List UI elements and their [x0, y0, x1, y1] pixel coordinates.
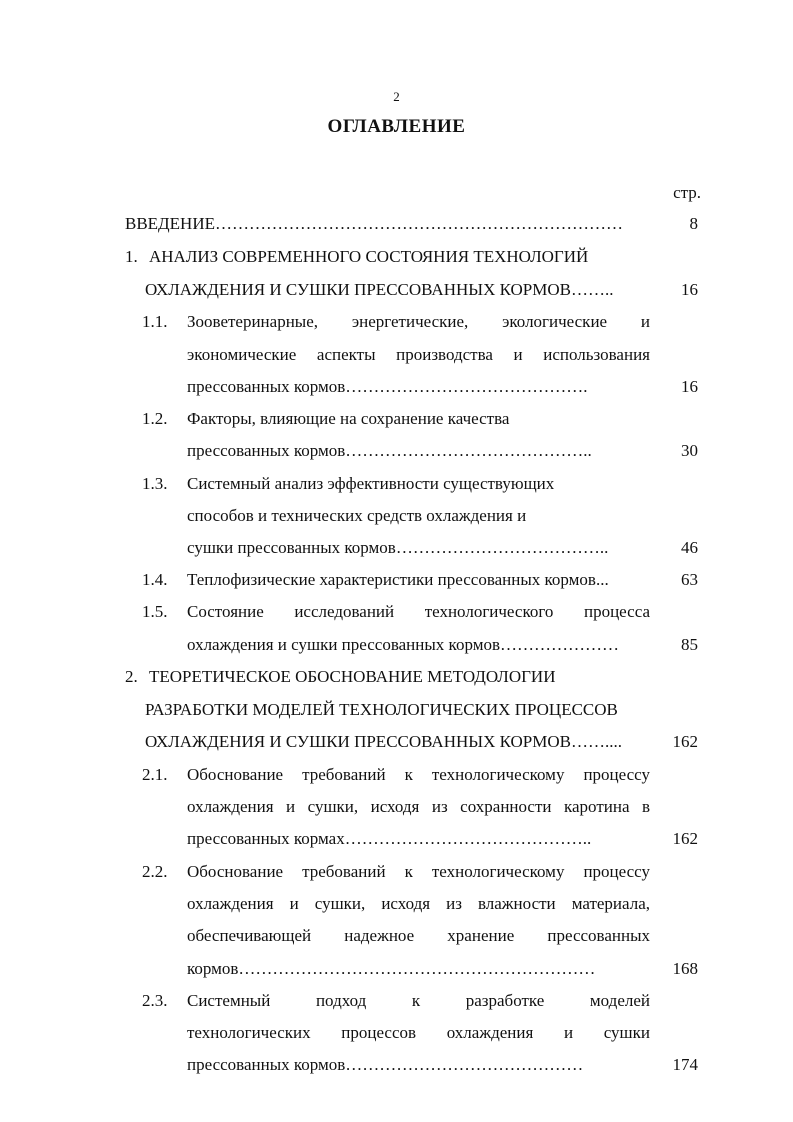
toc-number-2-1: 2.1.	[142, 765, 168, 784]
toc-entry-1-3-line2: способов и технических средств охлаждения и	[187, 506, 527, 525]
toc-entry-1-3-line3: сушки прессованных кормов………………………………..	[187, 538, 609, 557]
toc-number-2-3: 2.3.	[142, 991, 168, 1010]
toc-page-2-1: 162	[672, 829, 698, 848]
toc-entry-1-4-line1: Теплофизические характеристики прессованных кормов...	[187, 570, 609, 589]
page-column-label: стр.	[673, 183, 701, 202]
toc-entry-2-3-line3: прессованных кормов……………………………………	[187, 1055, 584, 1074]
toc-entry-1-1-line3: прессованных кормов…………………………………….	[187, 377, 588, 396]
page-number: 2	[393, 89, 400, 104]
toc-number-1-2: 1.2.	[142, 409, 168, 428]
toc-entry-1-5-line1: Состояние исследований технологического процесса	[187, 602, 650, 621]
toc-number-2-2: 2.2.	[142, 862, 168, 881]
toc-entry-2-1-line2: охлаждения и сушки, исходя из сохранности каротина в	[187, 797, 650, 816]
toc-entry-1-1-line2: экономические аспекты производства и использования	[187, 345, 650, 364]
toc-entry-2-3-line2: технологических процессов охлаждения и сушки	[187, 1023, 650, 1042]
toc-entry-1-2-line2: прессованных кормов……………………………………..	[187, 441, 592, 460]
toc-entry-2-2-line3: обеспечивающей надежное хранение прессованных	[187, 926, 650, 945]
toc-page-1-4: 63	[681, 570, 698, 589]
toc-number-1-3: 1.3.	[142, 474, 168, 493]
toc-page-1: 16	[681, 280, 698, 299]
toc-page-2-2: 168	[672, 959, 698, 978]
toc-entry-1-line2: ОХЛАЖДЕНИЯ И СУШКИ ПРЕССОВАННЫХ КОРМОВ……..	[145, 280, 614, 299]
toc-entry-2-1-line1: Обоснование требований к технологическому процессу	[187, 765, 650, 784]
toc-entry-2-2-line4: кормов………………………………………………………	[187, 959, 596, 978]
toc-entry-1-2-line1: Факторы, влияющие на сохранение качества	[187, 409, 510, 428]
toc-page-2-3: 174	[672, 1055, 698, 1074]
toc-number-1-4: 1.4.	[142, 570, 168, 589]
toc-entry-2-2-line1: Обоснование требований к технологическому процессу	[187, 862, 650, 881]
toc-entry-1-3-line1: Системный анализ эффективности существующих	[187, 474, 555, 493]
toc-number-2: 2.	[125, 667, 138, 686]
toc-page-1-2: 30	[681, 441, 698, 460]
toc-page-1-5: 85	[681, 635, 698, 654]
toc-entry-2-line2: РАЗРАБОТКИ МОДЕЛЕЙ ТЕХНОЛОГИЧЕСКИХ ПРОЦЕССОВ	[145, 700, 618, 719]
toc-entry-2-2-line2: охлаждения и сушки, исходя из влажности материала,	[187, 894, 650, 913]
toc-entry-2-line1: ТЕОРЕТИЧЕСКОЕ ОБОСНОВАНИЕ МЕТОДОЛОГИИ	[149, 667, 556, 686]
toc-entry-2-3-line1: Системный подход к разработке моделей	[187, 991, 650, 1010]
toc-entry-2-1-line3: прессованных кормах……………………………………..	[187, 829, 592, 848]
toc-page-2: 162	[672, 732, 698, 751]
toc-entry-2-line3: ОХЛАЖДЕНИЯ И СУШКИ ПРЕССОВАННЫХ КОРМОВ……....	[145, 732, 622, 751]
toc-number-1-5: 1.5.	[142, 602, 168, 621]
page-title: ОГЛАВЛЕНИЕ	[327, 116, 466, 137]
toc-page-intro: 8	[689, 214, 698, 233]
toc-entry-1-5-line2: охлаждения и сушки прессованных кормов…………………	[187, 635, 619, 654]
toc-page-1-3: 46	[681, 538, 698, 557]
toc-entry-intro: ВВЕДЕНИЕ………………………………………………………………	[125, 214, 623, 233]
toc-entry-1-1-line1: Зооветеринарные, энергетические, экологические и	[187, 312, 650, 331]
toc-number-1: 1.	[125, 247, 138, 266]
toc-entry-1-line1: АНАЛИЗ СОВРЕМЕННОГО СОСТОЯНИЯ ТЕХНОЛОГИЙ	[149, 247, 589, 266]
toc-number-1-1: 1.1.	[142, 312, 168, 331]
toc-page-1-1: 16	[681, 377, 698, 396]
